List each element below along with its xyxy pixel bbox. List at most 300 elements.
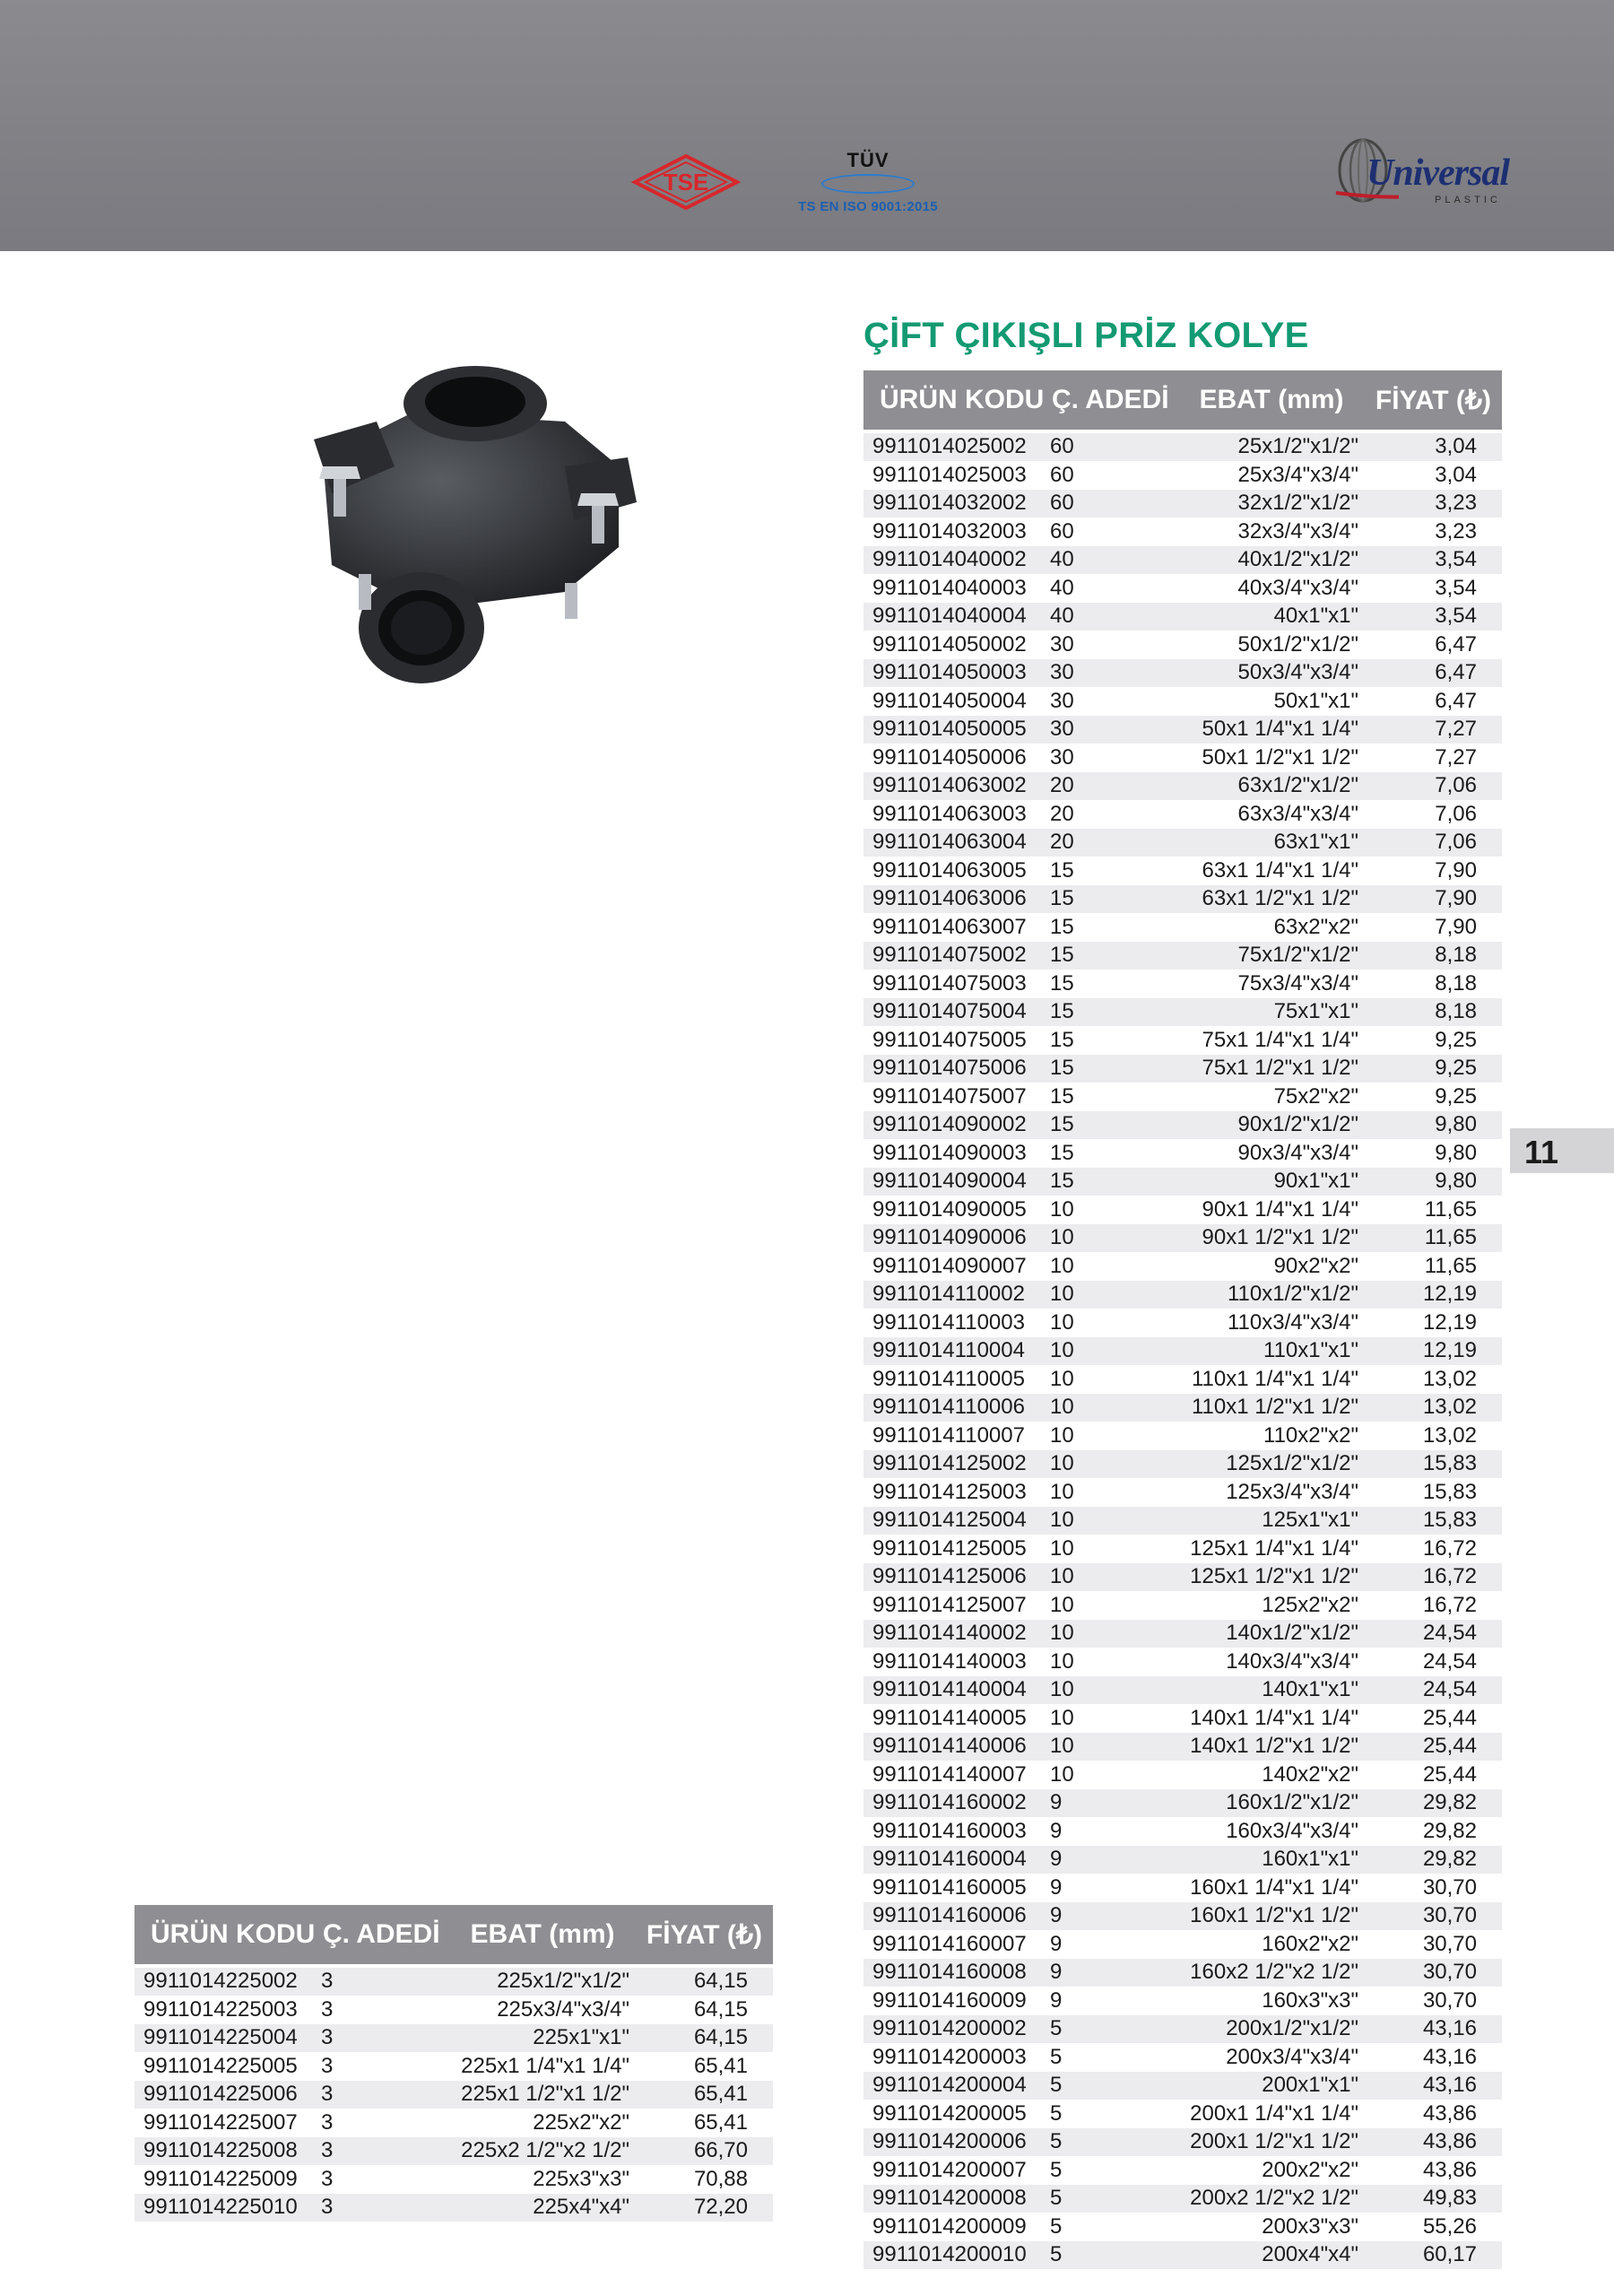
package-qty-cell: 30 [1050,716,1184,744]
product-code-cell: 9911014160009 [863,1987,1050,2015]
product-code-cell: 9911014050006 [863,744,1050,772]
size-cell: 110x1 1/2"x1 1/2" [1184,1394,1358,1422]
table-row [863,687,1502,716]
price-cell: 6,47 [1358,659,1502,688]
size-cell: 75x1 1/2"x1 1/2" [1184,1055,1358,1083]
table-header-row [863,370,1502,431]
table-row [863,716,1502,744]
table-row [863,1930,1502,1959]
size-cell: 140x1 1/4"x1 1/4" [1184,1704,1358,1733]
price-cell: 16,72 [1358,1535,1502,1563]
product-code-cell: 9911014090002 [863,1111,1050,1140]
product-code-cell: 9911014063005 [863,857,1050,885]
product-code-cell: 9911014110004 [863,1337,1050,1366]
table-row [863,574,1502,603]
table-row [134,2109,773,2137]
price-cell: 11,65 [1358,1252,1502,1281]
table-row [863,659,1502,688]
price-cell: 7,06 [1358,772,1502,801]
size-cell: 40x3/4"x3/4" [1184,574,1358,603]
page-number: 11 [1524,1134,1559,1170]
price-cell: 29,82 [1358,1846,1502,1874]
table-row [134,2081,773,2109]
package-qty-cell: 10 [1050,1563,1184,1592]
price-cell: 7,27 [1358,744,1502,772]
price-cell: 3,04 [1358,461,1502,490]
package-qty-cell: 3 [321,2109,456,2137]
side-table-body [134,1966,773,2222]
product-code-cell: 9911014160002 [863,1789,1050,1818]
table-row [134,2194,773,2222]
table-row [863,1874,1502,1902]
product-code-cell: 9911014200003 [863,2043,1050,2072]
table-row [863,1959,1502,1987]
size-cell: 50x1"x1" [1184,687,1358,716]
price-cell: 49,83 [1358,2185,1502,2213]
size-cell: 110x3/4"x3/4" [1184,1309,1358,1337]
table-row [863,1733,1502,1761]
product-code-cell: 9911014160003 [863,1817,1050,1846]
product-code-cell: 9911014200007 [863,2156,1050,2185]
product-code-cell: 9911014140006 [863,1733,1050,1761]
size-cell: 40x1"x1" [1184,603,1358,631]
size-cell: 63x1/2"x1/2" [1184,772,1358,801]
price-cell: 64,15 [629,2024,773,2053]
package-qty-cell: 10 [1050,1620,1184,1648]
product-code-cell: 9911014063004 [863,829,1050,857]
table-row [863,744,1502,772]
package-qty-cell: 30 [1050,744,1184,772]
table-row [863,2100,1502,2128]
table-row [863,2043,1502,2072]
size-cell: 140x1"x1" [1184,1676,1358,1705]
product-code-cell: 9911014140004 [863,1676,1050,1705]
price-cell: 30,70 [1358,1902,1502,1931]
size-cell: 225x1"x1" [456,2024,629,2053]
price-cell: 11,65 [1358,1224,1502,1253]
package-qty-cell: 10 [1050,1733,1184,1761]
table-row [134,2024,773,2053]
certification-text: TS EN ISO 9001:2015 [798,199,938,214]
size-cell: 200x1 1/2"x1 1/2" [1184,2128,1358,2157]
table-row [863,1337,1502,1366]
table-row [863,1394,1502,1422]
size-cell: 140x1/2"x1/2" [1184,1620,1358,1648]
product-code-cell: 9911014110006 [863,1394,1050,1422]
price-cell: 12,19 [1358,1281,1502,1309]
size-cell: 125x1/2"x1/2" [1184,1450,1358,1479]
pipe-saddle-clamp-icon [296,359,672,735]
package-qty-cell: 3 [321,2024,456,2053]
header-product-code: ÜRÜN KODU [134,1905,321,1966]
price-cell: 43,86 [1358,2128,1502,2157]
size-cell: 225x4"x4" [456,2194,629,2222]
table-row [134,1996,773,2024]
package-qty-cell: 60 [1050,431,1184,461]
header-size: EBAT (mm) [1184,370,1358,431]
package-qty-cell: 15 [1050,970,1184,998]
table-row [863,1055,1502,1083]
size-cell: 200x1 1/4"x1 1/4" [1184,2100,1358,2128]
product-code-cell: 9911014110007 [863,1422,1050,1450]
price-cell: 6,47 [1358,631,1502,659]
package-qty-cell: 10 [1050,1535,1184,1563]
package-qty-cell: 10 [1050,1704,1184,1733]
product-code-cell: 9911014090003 [863,1139,1050,1168]
price-cell: 9,80 [1358,1168,1502,1196]
price-cell: 7,06 [1358,829,1502,857]
product-code-cell: 9911014110003 [863,1309,1050,1337]
price-cell: 25,44 [1358,1761,1502,1789]
product-code-cell: 9911014063002 [863,772,1050,801]
brand-subtitle: PLASTIC [1435,195,1501,205]
table-row [863,1422,1502,1450]
product-code-cell: 9911014200008 [863,2185,1050,2213]
package-qty-cell: 9 [1050,1930,1184,1959]
package-qty-cell: 40 [1050,574,1184,603]
package-qty-cell: 30 [1050,631,1184,659]
table-row [863,1507,1502,1535]
table-row [863,970,1502,998]
table-row [863,1111,1502,1140]
product-code-cell: 9911014075007 [863,1083,1050,1111]
product-code-cell: 9911014050002 [863,631,1050,659]
package-qty-cell: 20 [1050,800,1184,829]
table-row [863,1591,1502,1620]
size-cell: 225x1/2"x1/2" [456,1966,629,1996]
product-code-cell: 9911014200002 [863,2015,1050,2044]
package-qty-cell: 10 [1050,1394,1184,1422]
price-cell: 6,47 [1358,687,1502,716]
price-cell: 30,70 [1358,1930,1502,1959]
table-row [863,1450,1502,1479]
size-cell: 63x2"x2" [1184,913,1358,942]
product-code-cell: 9911014075005 [863,1026,1050,1055]
size-cell: 225x2 1/2"x2 1/2" [456,2137,629,2166]
table-row [863,2072,1502,2100]
main-table-body [863,431,1502,2269]
product-code-cell: 9911014200010 [863,2241,1050,2269]
price-cell: 7,90 [1358,857,1502,885]
size-cell: 160x3/4"x3/4" [1184,1817,1358,1846]
size-cell: 90x1 1/4"x1 1/4" [1184,1196,1358,1224]
price-cell: 13,02 [1358,1365,1502,1394]
price-cell: 15,83 [1358,1507,1502,1535]
product-code-cell: 9911014140002 [863,1620,1050,1648]
size-cell: 25x1/2"x1/2" [1184,431,1358,461]
size-cell: 225x3"x3" [456,2165,629,2194]
package-qty-cell: 10 [1050,1337,1184,1366]
product-code-cell: 9911014160006 [863,1902,1050,1931]
package-qty-cell: 60 [1050,461,1184,490]
size-cell: 160x3"x3" [1184,1987,1358,2015]
table-row [134,2052,773,2081]
size-cell: 110x1"x1" [1184,1337,1358,1366]
package-qty-cell: 15 [1050,1111,1184,1140]
price-cell: 64,15 [629,1996,773,2024]
size-cell: 90x1/2"x1/2" [1184,1111,1358,1140]
table-row [863,2241,1502,2269]
package-qty-cell: 9 [1050,1959,1184,1987]
product-code-cell: 9911014225007 [134,2109,321,2137]
package-qty-cell: 15 [1050,913,1184,942]
price-cell: 65,41 [629,2081,773,2109]
price-cell: 15,83 [1358,1478,1502,1507]
table-row [863,857,1502,885]
price-cell: 3,54 [1358,603,1502,631]
product-code-cell: 9911014090005 [863,1196,1050,1224]
size-cell: 160x1"x1" [1184,1846,1358,1874]
table-row [863,913,1502,942]
price-cell: 7,90 [1358,885,1502,914]
product-code-cell: 9911014140003 [863,1648,1050,1676]
product-code-cell: 9911014090007 [863,1252,1050,1281]
size-cell: 225x1 1/4"x1 1/4" [456,2052,629,2081]
price-cell: 43,86 [1358,2100,1502,2128]
side-price-table [134,1905,773,2222]
package-qty-cell: 15 [1050,998,1184,1027]
header-banner [0,0,1614,251]
table-row [863,490,1502,518]
size-cell: 110x1 1/4"x1 1/4" [1184,1365,1358,1394]
price-cell: 72,20 [629,2194,773,2222]
size-cell: 63x3/4"x3/4" [1184,800,1358,829]
size-cell: 50x3/4"x3/4" [1184,659,1358,688]
product-code-cell: 9911014125004 [863,1507,1050,1535]
package-qty-cell: 15 [1050,857,1184,885]
price-cell: 25,44 [1358,1704,1502,1733]
product-code-cell: 9911014225008 [134,2137,321,2166]
size-cell: 40x1/2"x1/2" [1184,546,1358,575]
header-price: FİYAT (₺) [629,1905,773,1966]
table-row [134,2165,773,2194]
size-cell: 110x2"x2" [1184,1422,1358,1450]
size-cell: 200x3"x3" [1184,2213,1358,2241]
product-code-cell: 9911014063006 [863,885,1050,914]
size-cell: 75x3/4"x3/4" [1184,970,1358,998]
price-cell: 3,04 [1358,431,1502,461]
product-code-cell: 9911014075004 [863,998,1050,1027]
price-cell: 9,80 [1358,1111,1502,1140]
table-row [863,1281,1502,1309]
package-qty-cell: 10 [1050,1365,1184,1394]
product-code-cell: 9911014200005 [863,2100,1050,2128]
table-row [863,631,1502,659]
package-qty-cell: 60 [1050,517,1184,546]
tse-logo-text: TSE [663,169,709,196]
product-code-cell: 9911014125007 [863,1591,1050,1620]
package-qty-cell: 3 [321,1996,456,2024]
page-number-tab [1510,1128,1614,1173]
price-cell: 60,17 [1358,2241,1502,2269]
product-code-cell: 9911014075002 [863,942,1050,970]
size-cell: 125x1 1/2"x1 1/2" [1184,1563,1358,1592]
price-cell: 30,70 [1358,1959,1502,1987]
package-qty-cell: 10 [1050,1309,1184,1337]
size-cell: 200x1/2"x1/2" [1184,2015,1358,2044]
price-cell: 24,54 [1358,1620,1502,1648]
table-row [863,1676,1502,1705]
price-cell: 3,54 [1358,574,1502,603]
package-qty-cell: 5 [1050,2241,1184,2269]
size-cell: 90x3/4"x3/4" [1184,1139,1358,1168]
size-cell: 225x1 1/2"x1 1/2" [456,2081,629,2109]
table-row [863,2156,1502,2185]
table-row [863,829,1502,857]
price-cell: 3,54 [1358,546,1502,575]
package-qty-cell: 9 [1050,1846,1184,1874]
price-cell: 3,23 [1358,490,1502,518]
price-cell: 65,41 [629,2052,773,2081]
table-row [863,1309,1502,1337]
price-cell: 43,16 [1358,2072,1502,2100]
price-cell: 11,65 [1358,1196,1502,1224]
size-cell: 125x1"x1" [1184,1507,1358,1535]
product-code-cell: 9911014160007 [863,1930,1050,1959]
package-qty-cell: 10 [1050,1422,1184,1450]
table-row [863,461,1502,490]
price-cell: 8,18 [1358,970,1502,998]
product-code-cell: 9911014025002 [863,431,1050,461]
product-code-cell: 9911014160008 [863,1959,1050,1987]
size-cell: 160x2 1/2"x2 1/2" [1184,1959,1358,1987]
table-row [863,603,1502,631]
price-cell: 9,80 [1358,1139,1502,1168]
table-row [863,2185,1502,2213]
product-code-cell: 9911014032003 [863,517,1050,546]
product-code-cell: 9911014225004 [134,2024,321,2053]
product-code-cell: 9911014125006 [863,1563,1050,1592]
table-row [863,1817,1502,1846]
product-code-cell: 9911014063007 [863,913,1050,942]
size-cell: 63x1 1/2"x1 1/2" [1184,885,1358,914]
table-row [134,2137,773,2166]
product-code-cell: 9911014075006 [863,1055,1050,1083]
product-code-cell: 9911014225006 [134,2081,321,2109]
package-qty-cell: 9 [1050,1902,1184,1931]
package-qty-cell: 30 [1050,659,1184,688]
price-cell: 66,70 [629,2137,773,2166]
size-cell: 50x1/2"x1/2" [1184,631,1358,659]
price-cell: 29,82 [1358,1817,1502,1846]
table-row [863,1761,1502,1789]
package-qty-cell: 60 [1050,490,1184,518]
brand-name: Universal [1367,152,1509,194]
product-code-cell: 9911014040002 [863,546,1050,575]
table-row [863,1252,1502,1281]
product-code-cell: 9911014050004 [863,687,1050,716]
size-cell: 200x1"x1" [1184,2072,1358,2100]
table-row [863,1789,1502,1818]
product-code-cell: 9911014160005 [863,1874,1050,1902]
package-qty-cell: 3 [321,2052,456,2081]
price-cell: 30,70 [1358,1874,1502,1902]
size-cell: 50x1 1/2"x1 1/2" [1184,744,1358,772]
package-qty-cell: 15 [1050,1026,1184,1055]
tuv-certification-logo [787,145,949,217]
price-cell: 13,02 [1358,1422,1502,1450]
table-row [863,1704,1502,1733]
size-cell: 75x1"x1" [1184,998,1358,1027]
price-cell: 7,27 [1358,716,1502,744]
package-qty-cell: 40 [1050,603,1184,631]
product-code-cell: 9911014090004 [863,1168,1050,1196]
table-row [863,885,1502,914]
product-code-cell: 9911014050005 [863,716,1050,744]
product-code-cell: 9911014110002 [863,1281,1050,1309]
size-cell: 225x3/4"x3/4" [456,1996,629,2024]
price-cell: 16,72 [1358,1591,1502,1620]
product-code-cell: 9911014032002 [863,490,1050,518]
price-cell: 13,02 [1358,1394,1502,1422]
price-cell: 3,23 [1358,517,1502,546]
product-code-cell: 9911014140007 [863,1761,1050,1789]
package-qty-cell: 5 [1050,2185,1184,2213]
product-code-cell: 9911014075003 [863,970,1050,998]
size-cell: 160x1/2"x1/2" [1184,1789,1358,1818]
package-qty-cell: 10 [1050,1507,1184,1535]
package-qty-cell: 9 [1050,1789,1184,1818]
product-code-cell: 9911014025003 [863,461,1050,490]
size-cell: 75x1 1/4"x1 1/4" [1184,1026,1358,1055]
universal-plastic-logo [1327,121,1533,220]
package-qty-cell: 3 [321,2165,456,2194]
table-row [863,772,1502,801]
table-row [863,1026,1502,1055]
size-cell: 110x1/2"x1/2" [1184,1281,1358,1309]
package-qty-cell: 15 [1050,1139,1184,1168]
price-cell: 24,54 [1358,1676,1502,1705]
tuv-oval-icon [821,174,915,194]
size-cell: 63x1"x1" [1184,829,1358,857]
package-qty-cell: 5 [1050,2100,1184,2128]
table-row [863,1083,1502,1111]
price-cell: 7,06 [1358,800,1502,829]
table-row [863,942,1502,970]
size-cell: 160x1 1/2"x1 1/2" [1184,1902,1358,1931]
package-qty-cell: 10 [1050,1676,1184,1705]
price-cell: 9,25 [1358,1026,1502,1055]
package-qty-cell: 3 [321,1966,456,1996]
table-row [863,546,1502,575]
package-qty-cell: 10 [1050,1761,1184,1789]
table-header-row [134,1905,773,1966]
header-package-qty: Ç. ADEDİ [1050,370,1184,431]
price-cell: 24,54 [1358,1648,1502,1676]
size-cell: 25x3/4"x3/4" [1184,461,1358,490]
table-row [863,517,1502,546]
price-cell: 7,90 [1358,913,1502,942]
table-row [863,1620,1502,1648]
product-code-cell: 9911014040004 [863,603,1050,631]
product-code-cell: 9911014225002 [134,1966,321,1996]
package-qty-cell: 5 [1050,2015,1184,2044]
price-cell: 43,16 [1358,2015,1502,2044]
product-code-cell: 9911014200004 [863,2072,1050,2100]
price-cell: 70,88 [629,2165,773,2194]
size-cell: 160x1 1/4"x1 1/4" [1184,1874,1358,1902]
table-row [863,1168,1502,1196]
price-cell: 8,18 [1358,942,1502,970]
price-cell: 16,72 [1358,1563,1502,1592]
product-code-cell: 9911014160004 [863,1846,1050,1874]
package-qty-cell: 9 [1050,1874,1184,1902]
header-package-qty: Ç. ADEDİ [321,1905,456,1966]
table-row [863,800,1502,829]
size-cell: 225x2"x2" [456,2109,629,2137]
package-qty-cell: 10 [1050,1450,1184,1479]
package-qty-cell: 9 [1050,1817,1184,1846]
